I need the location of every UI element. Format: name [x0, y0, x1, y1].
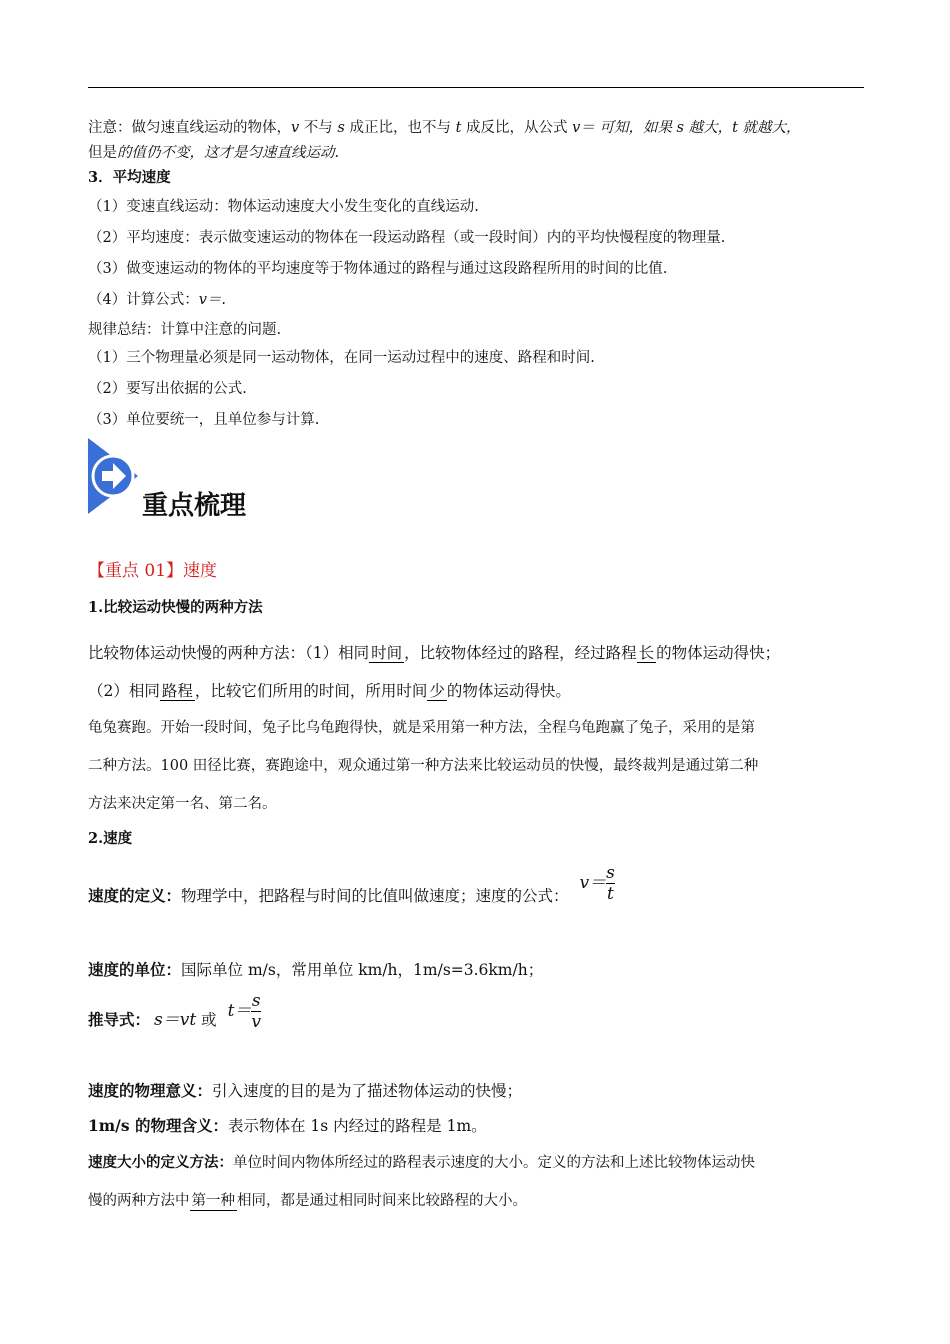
text: ，比较物体经过的路程，经过路程 — [404, 644, 637, 662]
size-label: 速度大小的定义方法： — [88, 1154, 233, 1171]
blank-answer: 时间 — [371, 644, 403, 662]
text: 的物体运动得快； — [656, 644, 781, 662]
subheading-compare: 1.比较运动快慢的两种方法 — [88, 599, 263, 616]
denominator: v — [251, 1011, 262, 1032]
note-line-2 — [88, 143, 339, 163]
text: 慢的两种方法中 — [88, 1193, 190, 1209]
size-text: 单位时间内物体所经过的路程表示速度的大小。定义的方法和上述比较物体运动快 — [233, 1155, 755, 1171]
speed-definition — [88, 862, 615, 917]
ms-text: 表示物体在 1s 内经过的路程是 1m。 — [227, 1117, 487, 1135]
note-text: 不与 — [299, 120, 338, 136]
formula-lhs: t＝ — [227, 1001, 252, 1021]
note-formula: v＝ — [572, 120, 595, 136]
unit-label: 速度的单位： — [88, 960, 182, 979]
blank-answer: 长 — [638, 644, 655, 662]
avg-item-1: （1）变速直线运动：物体运动速度大小发生变化的直线运动. — [88, 199, 479, 215]
note-text: 注意：做匀速直线运动的物体， — [88, 120, 291, 136]
size-definition-line-2 — [88, 1191, 527, 1211]
text: 比较物体运动快慢的两种方法：（1）相同 — [88, 644, 370, 662]
arrow-right-circle-icon — [86, 438, 146, 514]
example-line-3: 方法来决定第一名、第二名。 — [88, 796, 277, 812]
avg-heading: 3．平均速度 — [88, 169, 171, 186]
meaning-label: 速度的物理意义： — [88, 1081, 213, 1100]
speed-unit — [88, 960, 543, 980]
blank-answer: 路程 — [161, 682, 193, 700]
compare-line-2 — [88, 681, 571, 701]
note-text: 成正比，也不与 — [344, 120, 456, 136]
blank-answer: 第一种 — [191, 1193, 235, 1209]
derived-formulas — [88, 990, 262, 1041]
note-text: 成反比，从公式 — [461, 120, 573, 136]
note-text: 但是 — [88, 145, 117, 161]
var-t: t — [455, 120, 462, 136]
formula-lhs: v＝ — [579, 873, 607, 893]
formula-t-sv — [228, 990, 261, 1031]
formula-s-vt: s＝vt — [154, 1010, 197, 1030]
rule-item-2: （2）要写出依据的公式. — [88, 381, 247, 397]
text: 的物体运动得快。 — [446, 682, 571, 700]
text: （2）相同 — [88, 682, 160, 700]
avg-item-4 — [88, 290, 226, 310]
ms-label: 1m/s 的物理含义： — [88, 1116, 228, 1135]
section-title: 重点梳理 — [142, 491, 247, 521]
compare-line-1 — [88, 643, 780, 663]
text: 相同，都是通过相同时间来比较路程的大小。 — [237, 1193, 527, 1209]
ms-meaning — [88, 1116, 487, 1136]
formula-label: （4）计算公式： — [88, 292, 199, 308]
var-v: v — [291, 120, 300, 136]
text: ，比较它们所用的时间，所用时间 — [194, 682, 428, 700]
key-point-label: 【重点 01】速度 — [88, 561, 218, 581]
fraction — [251, 992, 261, 1031]
blank-answer: 少 — [429, 682, 445, 700]
avg-item-2: （2）平均速度：表示做变速运动的物体在一段运动路程（或一段时间）内的平均快慢程度的物理量. — [88, 230, 726, 246]
numerator: s — [251, 990, 261, 1011]
derived-label: 推导式： — [88, 1010, 151, 1029]
definition-text: 物理学中，把路程与时间的比值叫做速度；速度的公式： — [181, 887, 569, 905]
unit-text: 国际单位 m/s，常用单位 km/h，1m/s=3.6km/h； — [181, 961, 544, 979]
definition-label: 速度的定义： — [88, 886, 182, 905]
example-line-2: 二种方法。100 田径比赛，赛跑途中，观众通过第一种方法来比较运动员的快慢，最终裁判是通过第二种 — [88, 758, 759, 774]
avg-formula: v＝. — [198, 292, 227, 308]
denominator: t — [607, 883, 614, 904]
example-line-1: 龟兔赛跑。开始一段时间，兔子比乌龟跑得快，就是采用第一种方法，全程乌龟跑赢了兔子，采用的是第 — [88, 720, 755, 736]
note-text: 的值仍不变，这才是匀速直线运动. — [117, 145, 340, 161]
var-s: s — [337, 120, 345, 136]
avg-item-3: （3）做变速运动的物体的平均速度等于物体通过的路程与通过这段路程所用的时间的比值. — [88, 261, 668, 277]
note-line-1 — [88, 118, 801, 138]
rule-title: 规律总结：计算中注意的问题. — [88, 322, 282, 338]
or-text: 或 — [201, 1011, 217, 1029]
fraction — [606, 864, 615, 903]
size-definition-line-1 — [88, 1153, 755, 1173]
rule-item-1: （1）三个物理量必须是同一运动物体，在同一运动过程中的速度、路程和时间. — [88, 350, 595, 366]
speed-meaning — [88, 1081, 522, 1101]
header-rule — [88, 87, 864, 88]
speed-formula — [579, 862, 614, 903]
meaning-text: 引入速度的目的是为了描述物体运动的快慢； — [212, 1082, 523, 1100]
subheading-speed: 2.速度 — [88, 830, 133, 847]
numerator: s — [606, 862, 615, 883]
rule-item-3: （3）单位要统一，且单位参与计算. — [88, 412, 320, 428]
note-text: 可知，如果 s 越大，t 就越大， — [594, 120, 801, 136]
